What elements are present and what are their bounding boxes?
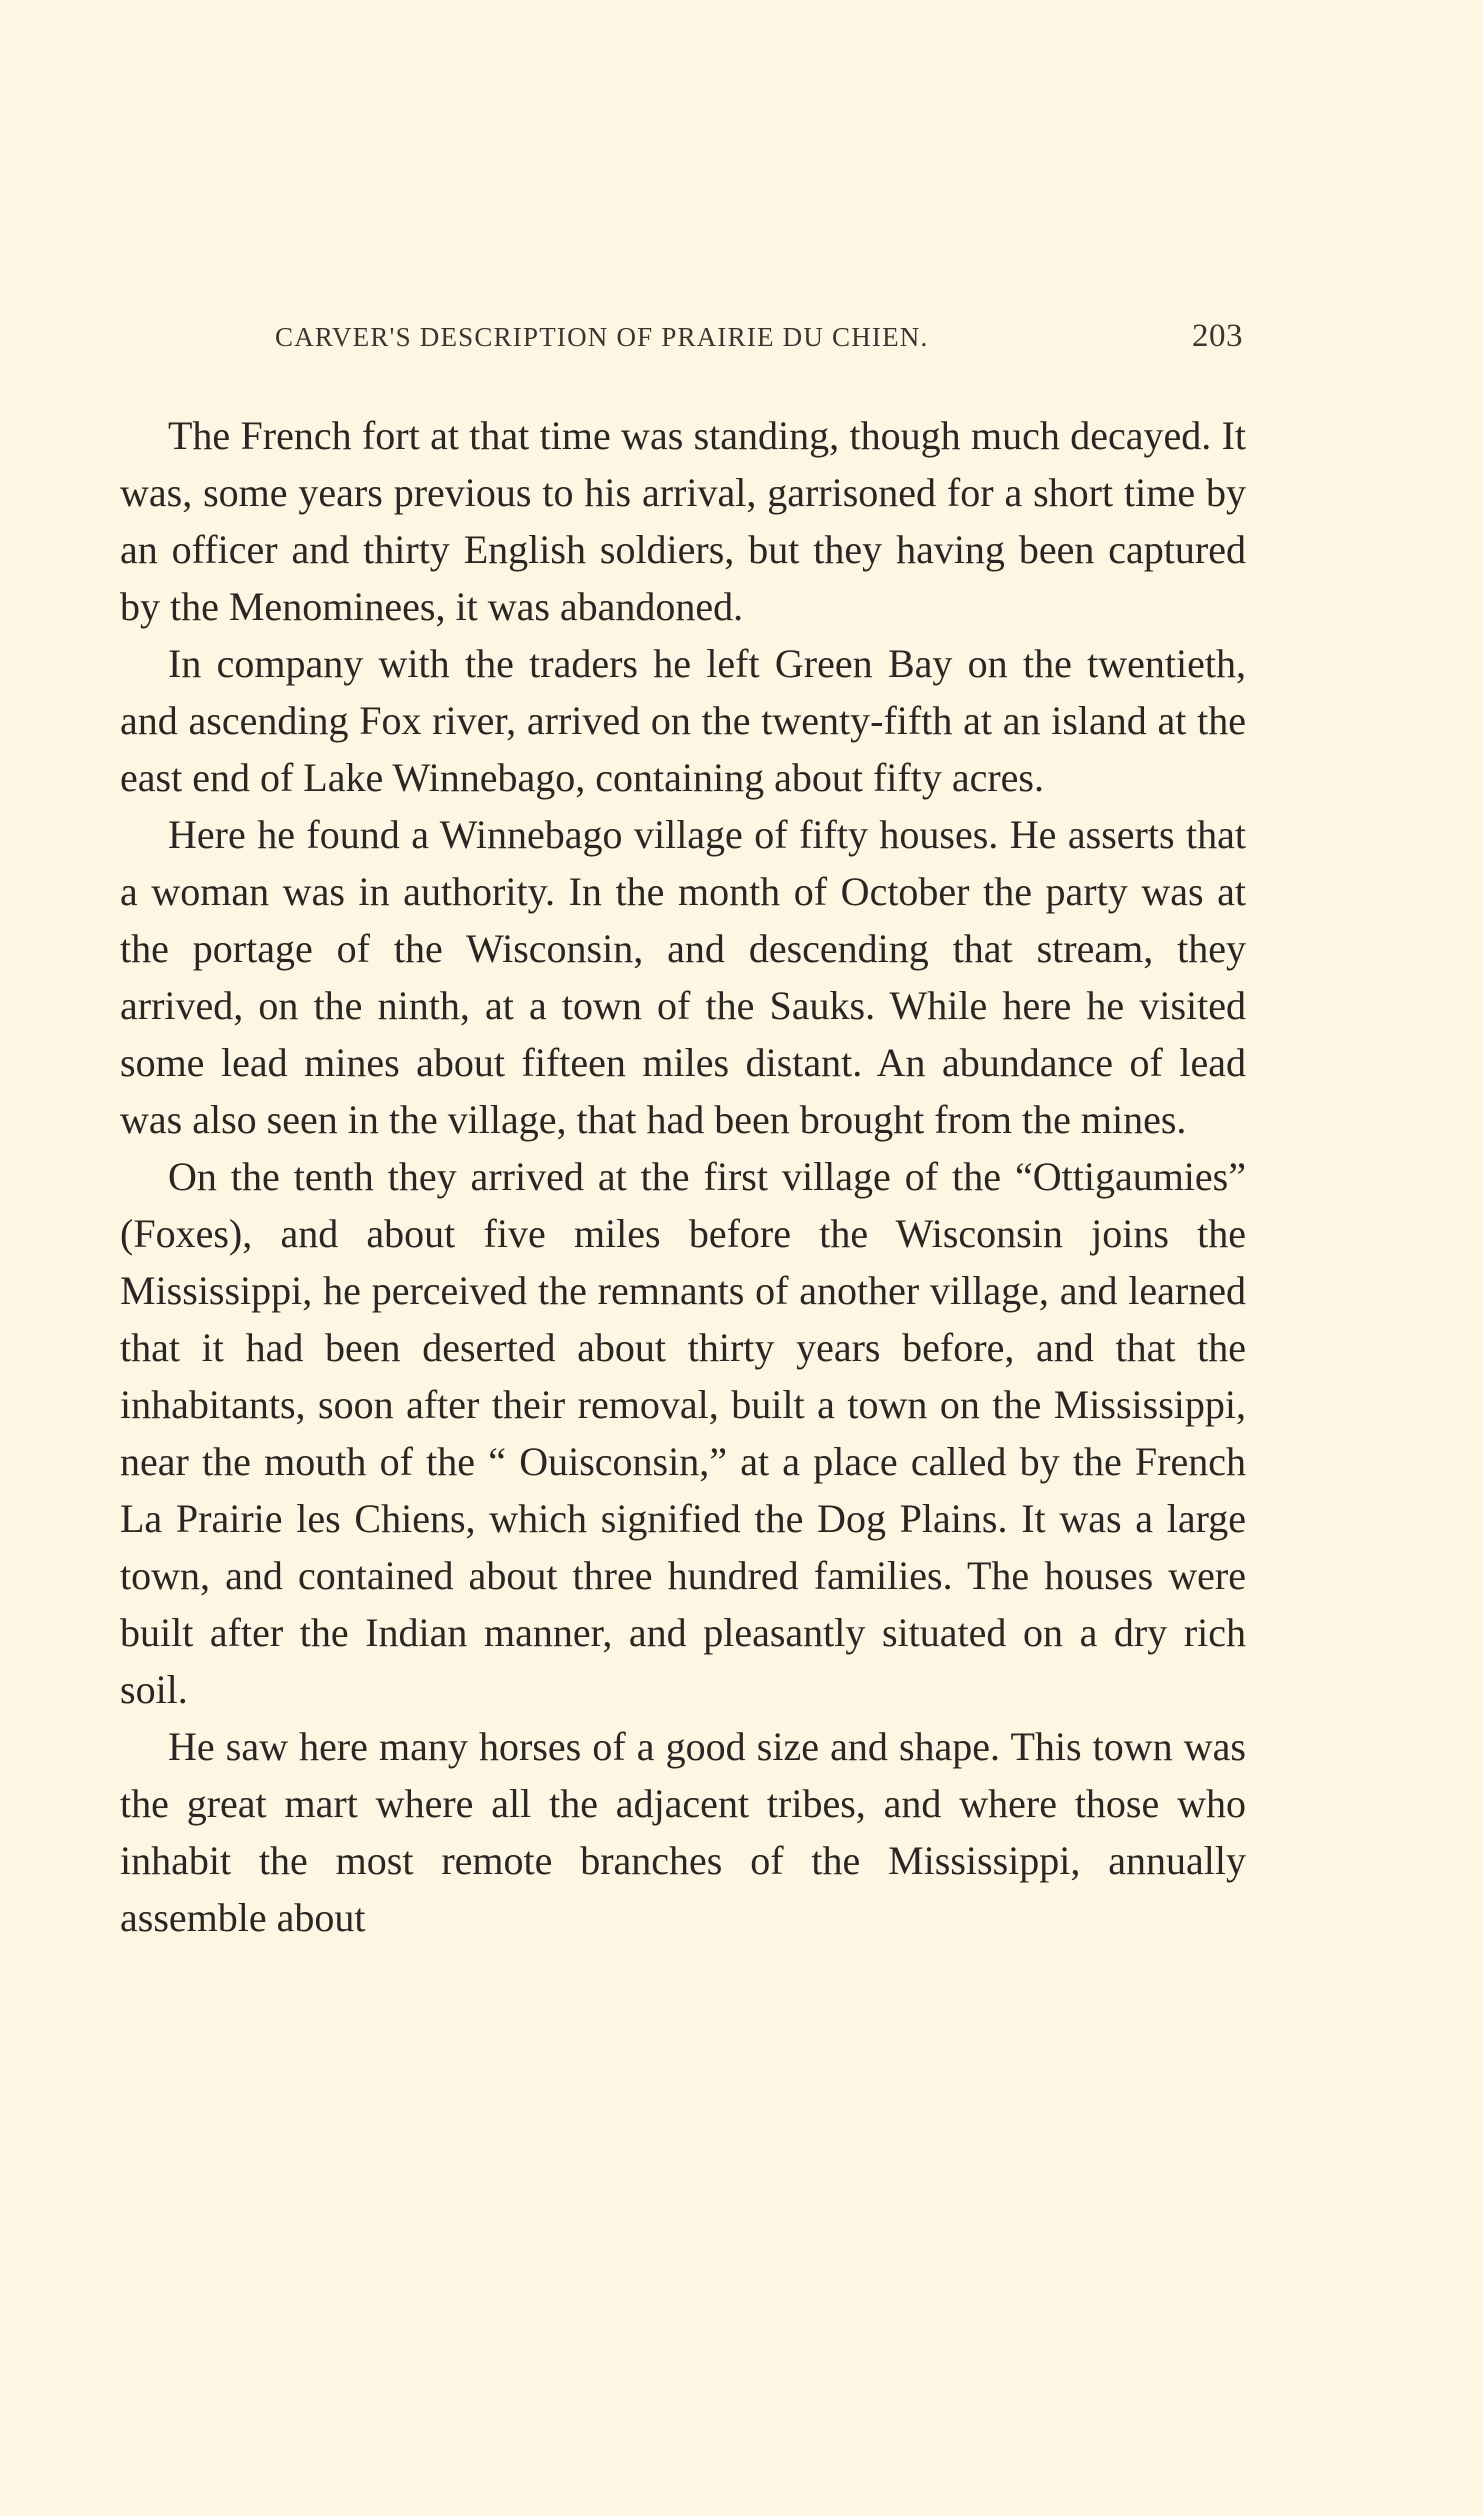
paragraph: On the tenth they arrived at the first village of the “Ottigaumies” (Foxes), and about five miles before the Wisconsin joins the Mississippi, he perceived the remnants of another village, and learned that it had been deserted about thirty years before, and that the inhabitants, soon after their removal, built a town on the Mississippi, near the mouth of the “ Ouisconsin,” at a place called by the French La Prairie les Chiens, which signified the Dog Plains. It was a large town, and contained about three hundred families. The houses were built after the Indian manner, and pleasantly situated on a dry rich soil.: [120, 1154, 1246, 1712]
paragraph: Here he found a Winnebago village of fifty houses. He asserts that a woman was in authority. In the month of October the party was at the portage of the Wisconsin, and descending that stream, they arrived, on the ninth, at a town of the Sauks. While here he visited some lead mines about fifteen miles distant. An abundance of lead was also seen in the village, that had been brought from the mines.: [120, 812, 1246, 1142]
running-head: [275, 318, 1243, 362]
paragraph: He saw here many horses of a good size and shape. This town was the great mart where all the adjacent tribes, and where those who inhabit the most remote branches of the Mississippi, annually assemble about: [120, 1724, 1246, 1940]
body-text: [120, 407, 1246, 1946]
running-title: CARVER'S DESCRIPTION OF PRAIRIE DU CHIEN.: [275, 322, 929, 352]
page-number: 203: [1192, 318, 1243, 354]
paragraph: In company with the traders he left Green Bay on the twentieth, and ascending Fox river, arrived on the twenty-fifth at an island at the east end of Lake Winnebago, containing about fifty acres.: [120, 641, 1246, 800]
paragraph: The French fort at that time was standing, though much decayed. It was, some years previous to his arrival, garrisoned for a short time by an officer and thirty English soldiers, but they having been captured by the Menominees, it was abandoned.: [120, 413, 1246, 629]
